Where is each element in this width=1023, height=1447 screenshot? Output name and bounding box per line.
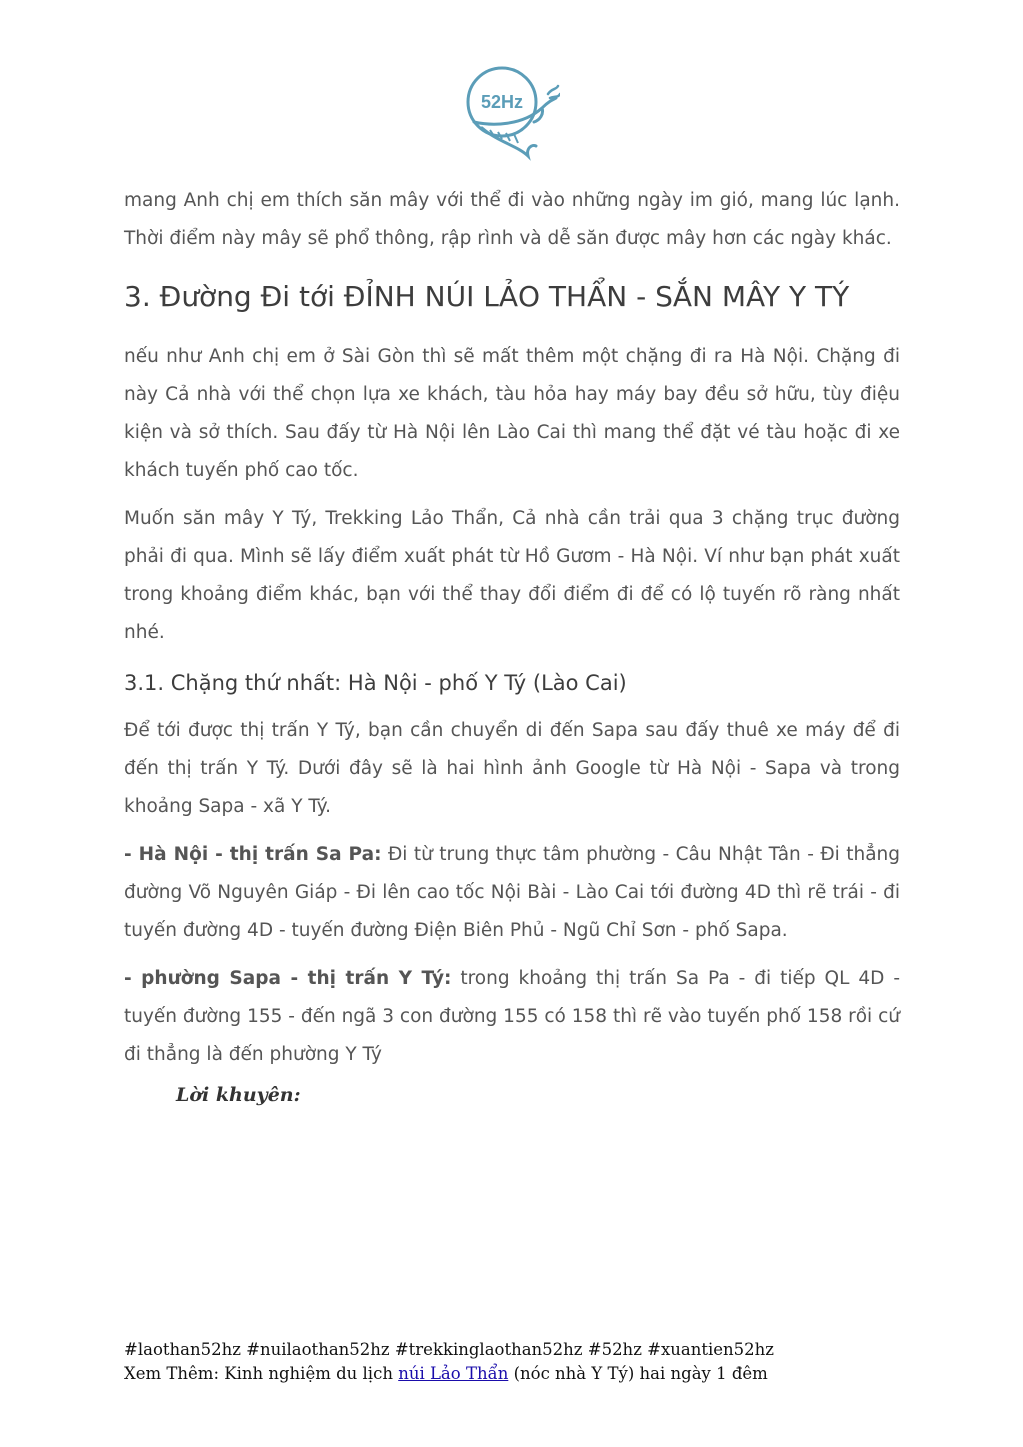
intro-paragraph: mang Anh chị em thích săn mây với thể đi vào những ngày im gió, mang lúc lạnh. Thời điểm này mây sẽ phổ thông, rập rình và dễ săn được mây hơn các ngày khác. [124, 190, 900, 249]
see-more-line [124, 1362, 904, 1386]
route-1-label: - Hà Nội - thị trấn Sa Pa: [124, 844, 382, 865]
paragraph-3: Để tới được thị trấn Y Tý, bạn cần chuyển di đến Sapa sau đấy thuê xe máy để đi đến thị trấn Y Tý. Dưới đây sẽ là hai hình ảnh Google từ Hà Nội - Sapa và trong khoảng Sapa - xã Y Tý. [124, 720, 900, 817]
subsection-heading: 3.1. Chặng thứ nhất: Hà Nội - phố Y Tý (Lào Cai) [124, 671, 627, 695]
advice-label: Lời khuyên: [176, 1084, 301, 1106]
route-1-text: Đi từ trung thực tâm phường - Câu Nhật Tân - Đi thẳng đường Võ Nguyên Giáp - Đi lên cao tốc Nội Bài - Lào Cai tới đường 4D thì rẽ trái - đi tuyến đường 4D - tuyến đường Điện Biên Phủ - Ngũ Chỉ Sơn - phố Sapa. [124, 844, 901, 941]
route-2-text: trong khoảng thị trấn Sa Pa - đi tiếp QL 4D - tuyến đường 155 - đến ngã 3 con đường 155 có 158 thì rẽ vào tuyến phố 158 rồi cứ đi thẳng là đến phường Y Tý [124, 968, 900, 1065]
route-paragraph-2 [124, 960, 900, 1074]
route-2-label: - phường Sapa - thị trấn Y Tý: [124, 968, 452, 989]
whale-logo-icon [464, 64, 560, 164]
brand-logo [464, 64, 560, 164]
lao-than-link[interactable]: núi Lảo Thẩn [398, 1364, 509, 1383]
logo-text: 52Hz [480, 92, 524, 112]
paragraph-1: nếu như Anh chị em ở Sài Gòn thì sẽ mất thêm một chặng đi ra Hà Nội. Chặng đi này Cả nhà với thể chọn lựa xe khách, tàu hỏa hay máy bay đều sở hữu, tùy điệu kiện và sở thích. Sau đấy từ Hà Nội lên Lào Cai thì mang thể đặt vé tàu hoặc đi xe khách tuyến phố cao tốc. [124, 346, 900, 481]
section-heading: 3. Đường Đi tới ĐỈNH NÚI LẢO THẨN - SẮN MÂY Y TÝ [124, 280, 850, 313]
article-body [124, 182, 900, 1106]
route-paragraph-1 [124, 836, 900, 950]
page-footer [124, 1338, 904, 1386]
paragraph-2: Muốn săn mây Y Tý, Trekking Lảo Thẩn, Cả nhà cần trải qua 3 chặng trục đường phải đi qua. Mình sẽ lấy điểm xuất phát từ Hồ Gươm - Hà Nội. Ví như bạn phát xuất trong khoảng điểm khác, bạn với thể thay đổi điểm đi để có lộ tuyến rõ ràng nhất nhé. [124, 508, 900, 643]
see-more-prefix: Xem Thêm: Kinh nghiệm du lịch [124, 1364, 399, 1383]
hashtags: #laothan52hz #nuilaothan52hz #trekkinglaothan52hz #52hz #xuantien52hz [124, 1340, 774, 1359]
see-more-suffix: (nóc nhà Y Tý) hai ngày 1 đêm [508, 1364, 768, 1383]
